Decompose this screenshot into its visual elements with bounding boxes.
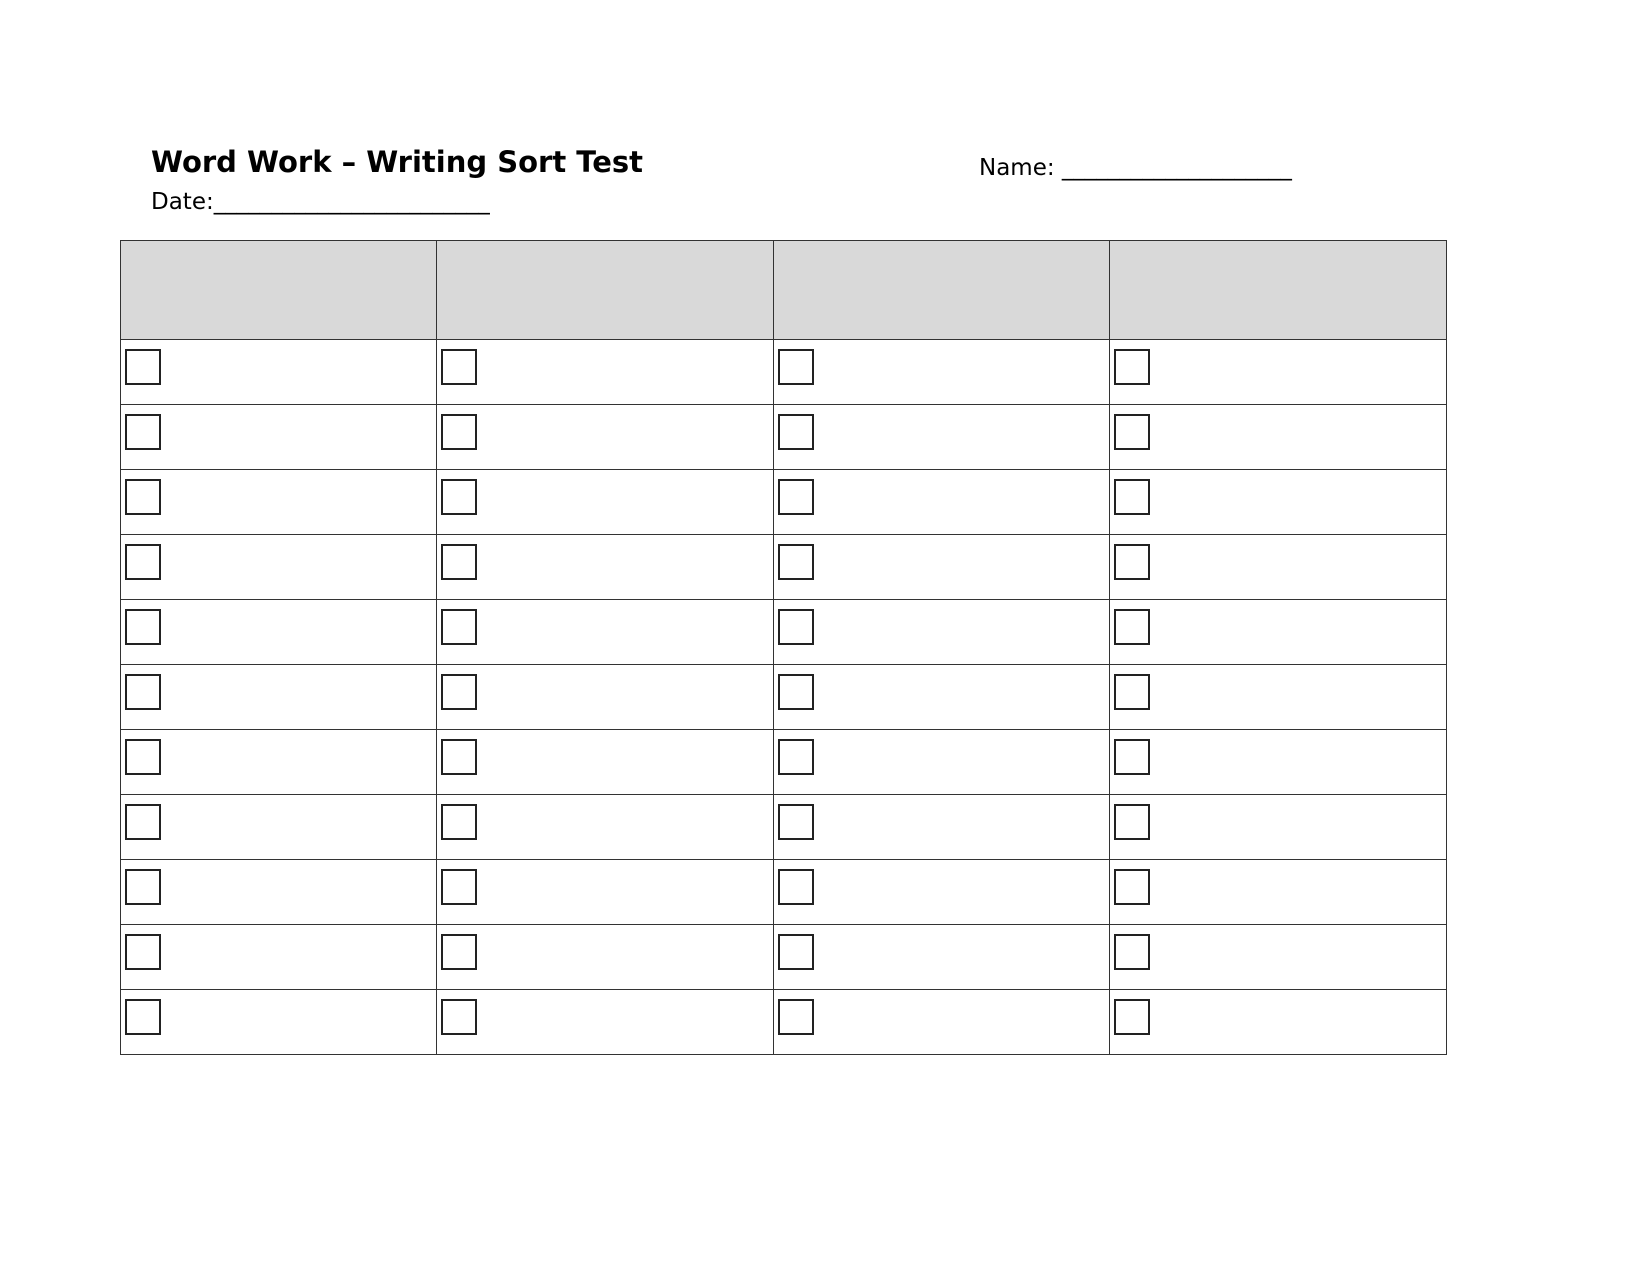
checkbox-icon[interactable] <box>441 609 477 645</box>
word-cell[interactable] <box>437 470 774 535</box>
sort-table-body <box>121 340 1447 1055</box>
word-cell[interactable] <box>121 795 437 860</box>
word-cell[interactable] <box>1110 665 1447 730</box>
date-field[interactable]: Date:________________________ <box>151 189 490 215</box>
word-cell[interactable] <box>1110 795 1447 860</box>
table-row <box>121 470 1447 535</box>
checkbox-icon[interactable] <box>125 674 161 710</box>
checkbox-icon[interactable] <box>778 869 814 905</box>
table-row <box>121 925 1447 990</box>
checkbox-icon[interactable] <box>778 414 814 450</box>
checkbox-icon[interactable] <box>1114 999 1150 1035</box>
checkbox-icon[interactable] <box>1114 414 1150 450</box>
table-row <box>121 405 1447 470</box>
word-cell[interactable] <box>1110 340 1447 405</box>
word-cell[interactable] <box>774 405 1110 470</box>
table-row <box>121 990 1447 1055</box>
word-cell[interactable] <box>1110 405 1447 470</box>
word-cell[interactable] <box>121 730 437 795</box>
checkbox-icon[interactable] <box>1114 674 1150 710</box>
table-row <box>121 535 1447 600</box>
word-cell[interactable] <box>121 860 437 925</box>
worksheet-title: Word Work – Writing Sort Test <box>151 145 644 179</box>
checkbox-icon[interactable] <box>1114 349 1150 385</box>
word-cell[interactable] <box>1110 990 1447 1055</box>
checkbox-icon[interactable] <box>1114 804 1150 840</box>
word-cell[interactable] <box>774 340 1110 405</box>
word-cell[interactable] <box>437 665 774 730</box>
word-cell[interactable] <box>774 600 1110 665</box>
checkbox-icon[interactable] <box>778 674 814 710</box>
table-row <box>121 340 1447 405</box>
name-field[interactable]: Name: ____________________ <box>979 155 1292 181</box>
checkbox-icon[interactable] <box>778 544 814 580</box>
checkbox-icon[interactable] <box>1114 739 1150 775</box>
word-cell[interactable] <box>437 600 774 665</box>
word-cell[interactable] <box>437 860 774 925</box>
word-cell[interactable] <box>437 405 774 470</box>
word-cell[interactable] <box>1110 600 1447 665</box>
column-header-1[interactable] <box>121 241 437 340</box>
table-row <box>121 860 1447 925</box>
checkbox-icon[interactable] <box>441 674 477 710</box>
checkbox-icon[interactable] <box>778 934 814 970</box>
checkbox-icon[interactable] <box>125 544 161 580</box>
checkbox-icon[interactable] <box>125 804 161 840</box>
word-cell[interactable] <box>1110 535 1447 600</box>
checkbox-icon[interactable] <box>441 739 477 775</box>
word-cell[interactable] <box>774 925 1110 990</box>
word-cell[interactable] <box>437 340 774 405</box>
checkbox-icon[interactable] <box>1114 609 1150 645</box>
word-cell[interactable] <box>1110 470 1447 535</box>
table-row <box>121 795 1447 860</box>
word-cell[interactable] <box>774 795 1110 860</box>
checkbox-icon[interactable] <box>441 349 477 385</box>
word-cell[interactable] <box>774 470 1110 535</box>
checkbox-icon[interactable] <box>441 414 477 450</box>
word-cell[interactable] <box>1110 925 1447 990</box>
checkbox-icon[interactable] <box>441 544 477 580</box>
word-cell[interactable] <box>437 990 774 1055</box>
word-cell[interactable] <box>1110 730 1447 795</box>
checkbox-icon[interactable] <box>125 349 161 385</box>
checkbox-icon[interactable] <box>125 414 161 450</box>
table-row <box>121 730 1447 795</box>
checkbox-icon[interactable] <box>778 999 814 1035</box>
checkbox-icon[interactable] <box>441 479 477 515</box>
word-cell[interactable] <box>774 990 1110 1055</box>
sort-table <box>120 240 1447 1055</box>
word-cell[interactable] <box>437 925 774 990</box>
word-cell[interactable] <box>121 600 437 665</box>
word-cell[interactable] <box>121 925 437 990</box>
word-cell[interactable] <box>774 535 1110 600</box>
word-cell[interactable] <box>121 665 437 730</box>
checkbox-icon[interactable] <box>1114 869 1150 905</box>
checkbox-icon[interactable] <box>778 349 814 385</box>
table-row <box>121 665 1447 730</box>
checkbox-icon[interactable] <box>778 609 814 645</box>
header-row <box>121 241 1447 340</box>
checkbox-icon[interactable] <box>1114 479 1150 515</box>
checkbox-icon[interactable] <box>441 934 477 970</box>
word-cell[interactable] <box>121 470 437 535</box>
word-cell[interactable] <box>437 795 774 860</box>
column-header-3[interactable] <box>774 241 1110 340</box>
checkbox-icon[interactable] <box>125 999 161 1035</box>
column-header-4[interactable] <box>1110 241 1447 340</box>
word-cell[interactable] <box>1110 860 1447 925</box>
table-row <box>121 600 1447 665</box>
checkbox-icon[interactable] <box>1114 544 1150 580</box>
word-cell[interactable] <box>121 340 437 405</box>
word-cell[interactable] <box>437 535 774 600</box>
checkbox-icon[interactable] <box>778 739 814 775</box>
word-cell[interactable] <box>121 405 437 470</box>
checkbox-icon[interactable] <box>778 804 814 840</box>
column-header-2[interactable] <box>437 241 774 340</box>
word-cell[interactable] <box>437 730 774 795</box>
word-cell[interactable] <box>121 990 437 1055</box>
word-cell[interactable] <box>774 730 1110 795</box>
checkbox-icon[interactable] <box>125 609 161 645</box>
checkbox-icon[interactable] <box>1114 934 1150 970</box>
checkbox-icon[interactable] <box>125 479 161 515</box>
checkbox-icon[interactable] <box>441 869 477 905</box>
checkbox-icon[interactable] <box>778 479 814 515</box>
word-cell[interactable] <box>774 665 1110 730</box>
checkbox-icon[interactable] <box>125 739 161 775</box>
checkbox-icon[interactable] <box>125 934 161 970</box>
checkbox-icon[interactable] <box>441 804 477 840</box>
checkbox-icon[interactable] <box>125 869 161 905</box>
word-cell[interactable] <box>774 860 1110 925</box>
word-cell[interactable] <box>121 535 437 600</box>
checkbox-icon[interactable] <box>441 999 477 1035</box>
